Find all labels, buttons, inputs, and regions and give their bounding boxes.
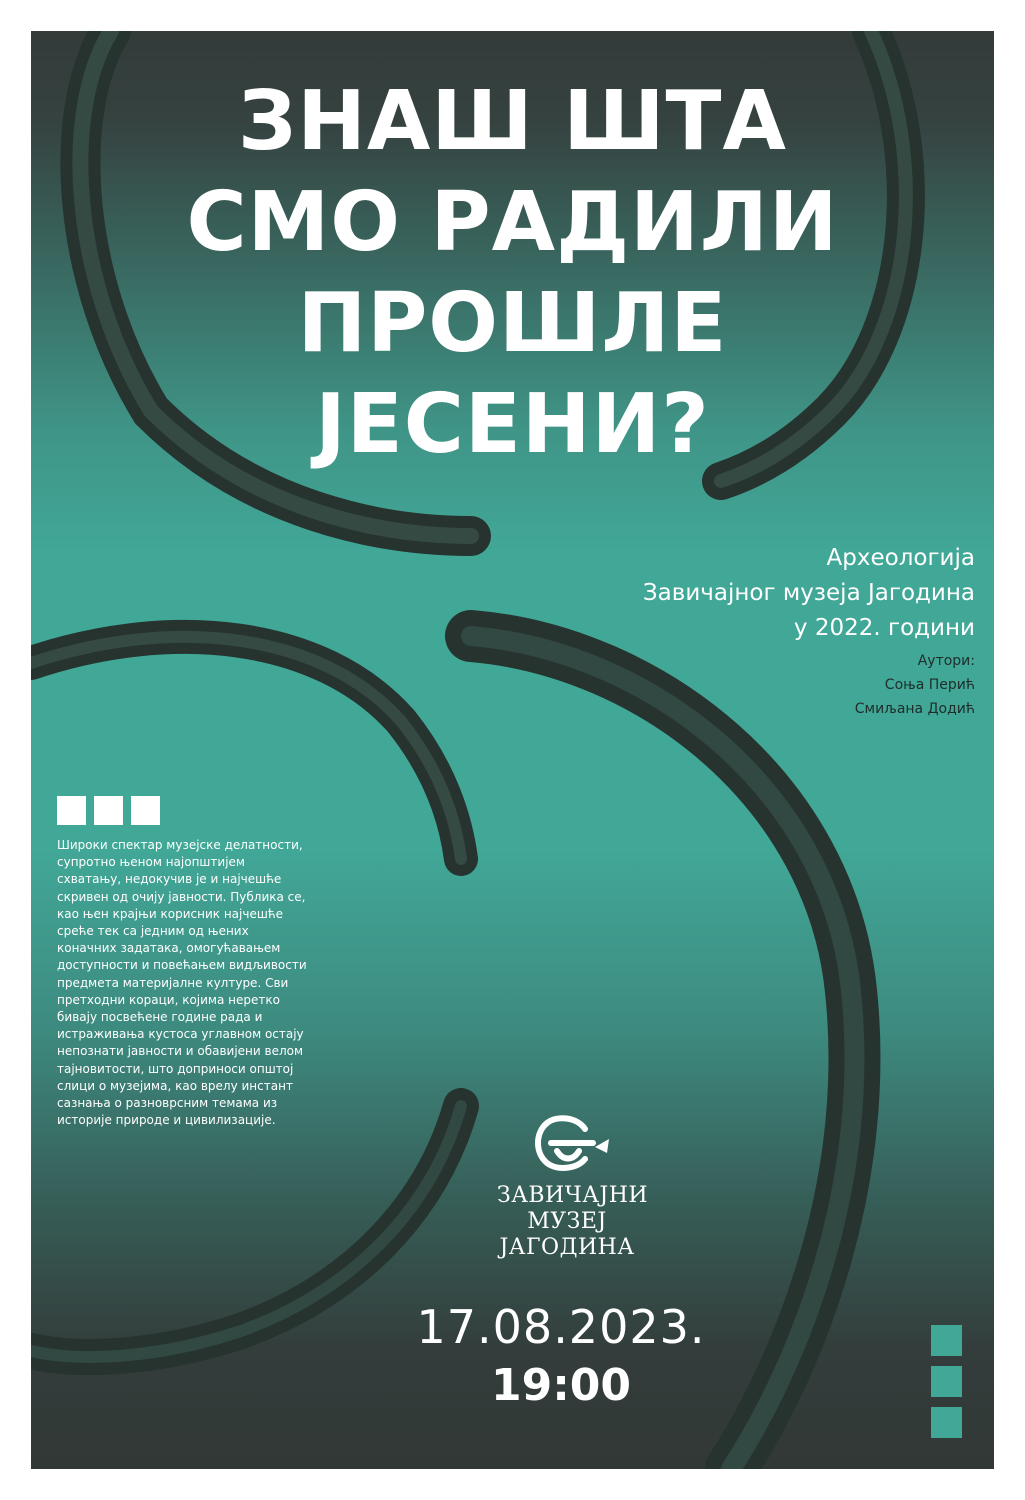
subtitle-line-3: у 2022. години [793, 615, 975, 641]
poster [31, 31, 994, 1469]
subtitle-line-2: Завичајног музеја Јагодина [642, 580, 975, 606]
white-square [131, 796, 160, 825]
logo-line-1: ЗАВИЧАЈНИ [497, 1183, 649, 1208]
decorative-white-squares [57, 796, 160, 825]
white-square [94, 796, 123, 825]
logo-line-2: МУЗЕЈ [527, 1209, 607, 1234]
poster-title [31, 71, 994, 475]
description-text: Широки спектар музејске делатности, супротно њеном најопштијем схватању, недокучив је и најчешће скривен од очију јавности. Публика се, као њен крајњи корисник најчешће среће тек са једним од њених коначних задатака, омогућавањем доступности и повећањем видљивости предмета материјалне културе. Сви претходни кораци, којима неретко бивају посвећене године рада и истраживања кустоса углавном остају непознати јавности и обавијени велом тајновитости, што доприноси општој слици о музејима, као врелу инстант сазнања о разноврсним темама из историје природе и цивилизације. [57, 838, 307, 1128]
museum-logo [497, 1111, 649, 1281]
title-line-4: ЈЕСЕНИ? [315, 377, 710, 472]
title-line-1: ЗНАШ ШТА [238, 74, 787, 169]
teal-square [931, 1407, 962, 1438]
subtitle-line-1: Археологија [826, 545, 975, 571]
white-square [57, 796, 86, 825]
event-date: 17.08.2023. [416, 1300, 706, 1354]
author-1: Соња Перић [884, 677, 975, 693]
event-time: 19:00 [490, 1360, 632, 1411]
logo-line-3: ЈАГОДИНА [499, 1235, 635, 1260]
teal-square [931, 1366, 962, 1397]
authors [575, 649, 975, 721]
teal-square [931, 1325, 962, 1356]
subtitle [415, 541, 975, 646]
title-line-3: ПРОШЛЕ [297, 276, 728, 371]
museum-logo-icon [497, 1111, 637, 1183]
authors-label: Аутори: [917, 653, 975, 669]
title-line-2: СМО РАДИЛИ [186, 175, 839, 270]
author-2: Смиљана Додић [854, 701, 975, 717]
decorative-teal-squares [931, 1325, 962, 1438]
logo-text [497, 1183, 649, 1261]
